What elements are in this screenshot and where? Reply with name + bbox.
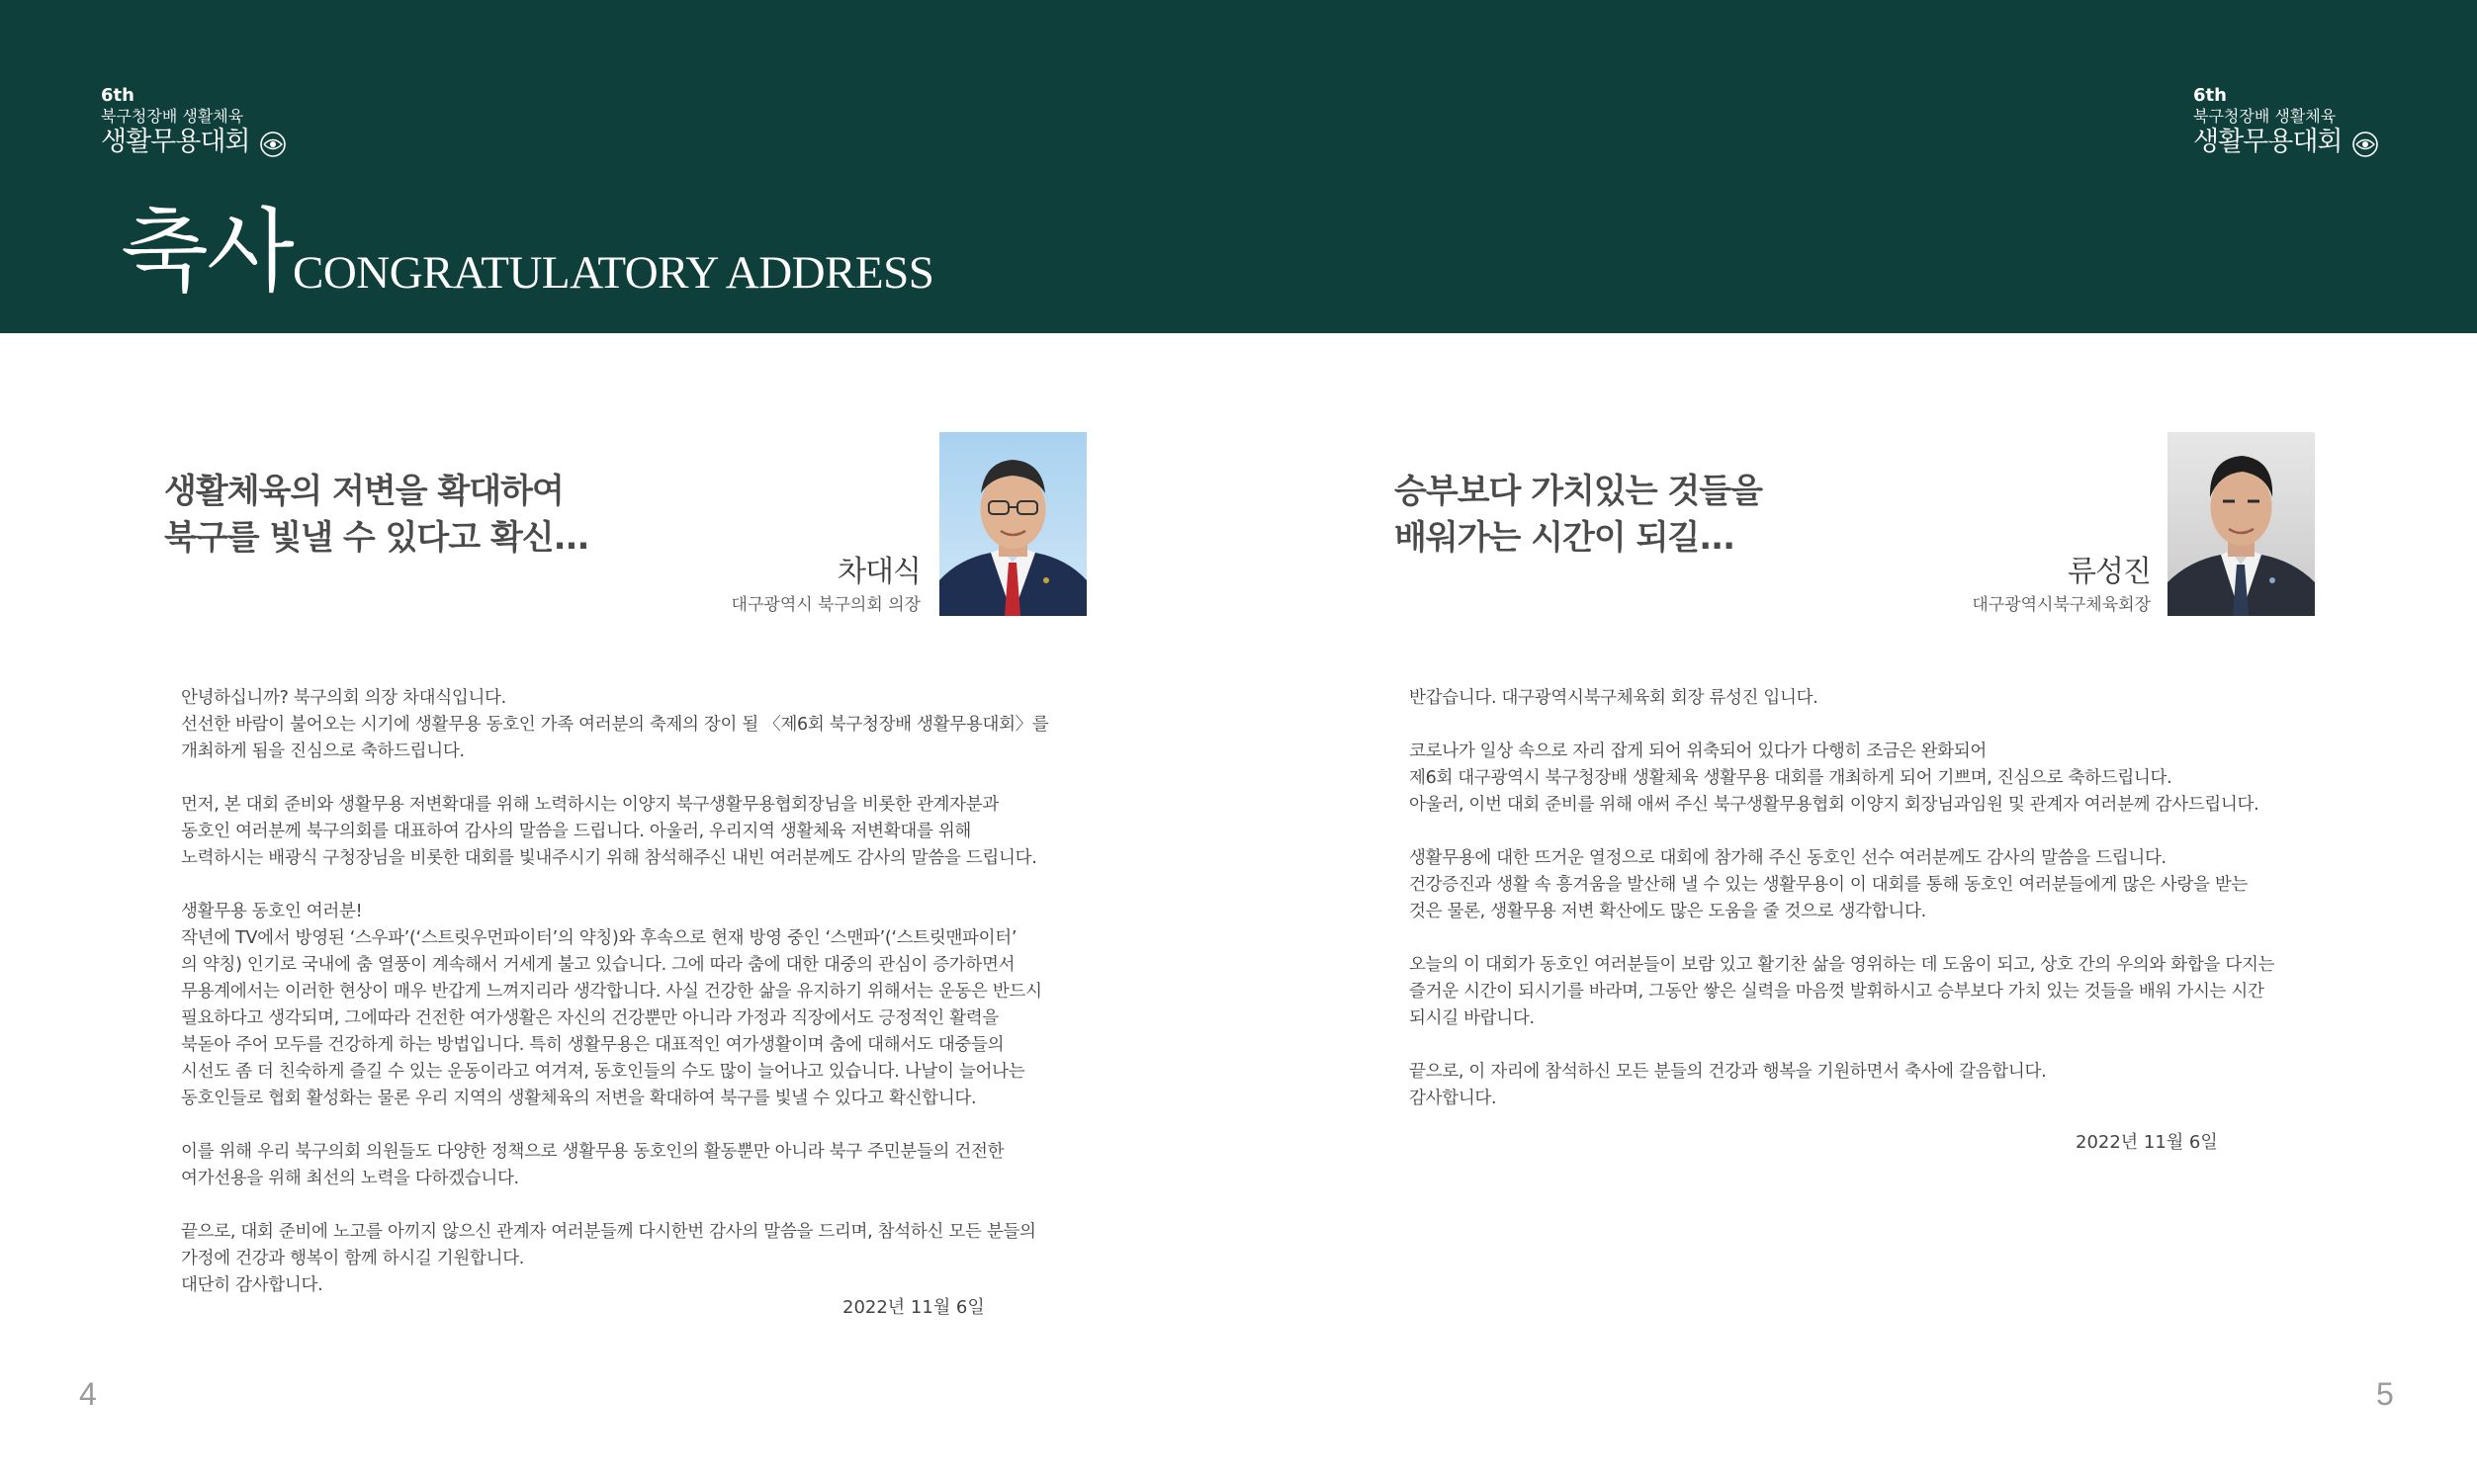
body-line: 안녕하십니까? 북구의회 의장 차대식입니다. [181, 688, 506, 708]
body-line: 코로나가 일상 속으로 자리 잡게 되어 위축되어 있다가 다행히 조금은 완화되어 [1409, 742, 1987, 761]
logo-edition: 6th [2193, 85, 2227, 106]
logo-subtitle: 북구청장배 생활체육 [2193, 107, 2337, 126]
right-headline [1394, 469, 1762, 562]
body-line: 대단히 감사합니다. [181, 1275, 323, 1295]
body-line: 선선한 바람이 불어오는 시기에 생활무용 동호인 가족 여러분의 축제의 장이 될 〈제6회 북구청장배 생활무용대회〉를 [181, 715, 1049, 735]
page-number: 5 [2376, 1376, 2394, 1412]
body-line: 여가선용을 위해 최선의 노력을 다하겠습니다. [181, 1169, 519, 1188]
body-line: 가정에 건강과 행복이 함께 하시길 기원합니다. [181, 1249, 525, 1268]
address-date: 2022년 11월 6일 [2076, 1132, 2218, 1153]
body-line: 되시길 바랍니다. [1409, 1008, 1535, 1028]
left-headline [164, 469, 588, 562]
body-line: 감사합니다. [1409, 1089, 1497, 1108]
body-line: 생활무용 동호인 여러분! [181, 902, 363, 921]
headline-line: 승부보다 가치있는 것들을 [1394, 472, 1762, 511]
body-line: 동호인들로 협회 활성화는 물론 우리 지역의 생활체육의 저변을 확대하여 북구를 빛낼 수 있다고 확신합니다. [181, 1089, 977, 1108]
body-line: 먼저, 본 대회 준비와 생활무용 저변확대를 위해 노력하시는 이양지 북구생활무용협회장님을 비롯한 관계자분과 [181, 795, 999, 815]
body-line: 무용계에서는 이러한 현상이 매우 반갑게 느껴지리라 생각합니다. 사실 건강한 삶을 유지하기 위해서는 운동은 반드시 [181, 982, 1042, 1002]
event-logo [101, 86, 288, 163]
body-line: 반갑습니다. 대구광역시북구체육회 회장 류성진 입니다. [1409, 688, 1818, 708]
speaker-name: 차대식 [838, 555, 921, 589]
address-date: 2022년 11월 6일 [842, 1297, 985, 1318]
speaker-portrait [939, 432, 1087, 616]
speaker-portrait [2167, 432, 2315, 616]
body-line: 것은 물론, 생활무용 저변 확산에도 많은 도움을 줄 것으로 생각합니다. [1409, 902, 1926, 921]
body-line: 오늘의 이 대회가 동호인 여러분들이 보람 있고 활기찬 삶을 영위하는 데 도움이 되고, 상호 간의 우의와 화합을 다지는 [1409, 955, 2275, 975]
speaker-name: 류성진 [2068, 555, 2151, 589]
speaker-role: 대구광역시 북구의회 의장 [731, 595, 921, 615]
body-line: 의 약칭) 인기로 국내에 춤 열풍이 계속해서 거세게 불고 있습니다. 그에 따라 춤에 대한 대중의 관심이 증가하면서 [181, 955, 1016, 975]
right-address-body [1409, 685, 2274, 1112]
body-line: 이를 위해 우리 북구의회 의원들도 다양한 정책으로 생활무용 동호인의 활동뿐만 아니라 북구 주민분들의 건전한 [181, 1142, 1005, 1162]
body-line: 작년에 TV에서 방영된 ‘스우파’(‘스트릿우먼파이터’의 약칭)와 후속으로 현재 방영 중인 ‘스맨파’(‘스트릿맨파이터’ [181, 928, 1017, 948]
logo-edition: 6th [101, 85, 134, 106]
swirl-emblem-icon [258, 130, 288, 163]
body-line: 개최하게 됨을 진심으로 축하드립니다. [181, 742, 465, 761]
body-line: 필요하다고 생각되며, 그에따라 건전한 여가생활은 자신의 건강뿐만 아니라 가정과 직장에서도 긍정적인 활력을 [181, 1008, 999, 1028]
body-line: 제6회 대구광역시 북구청장배 생활체육 생활무용 대회를 개최하게 되어 기쁘며, 진심으로 축하드립니다. [1409, 768, 2172, 788]
logo-title: 생활무용대회 [2193, 127, 2343, 157]
body-line: 즐거운 시간이 되시기를 바라며, 그동안 쌓은 실력을 마음껏 발휘하시고 승부보다 가치 있는 것들을 배워 가시는 시간 [1409, 982, 2264, 1002]
body-line: 끝으로, 대회 준비에 노고를 아끼지 않으신 관계자 여러분들께 다시한번 감사의 말씀을 드리며, 참석하신 모든 분들의 [181, 1222, 1036, 1242]
body-line: 생활무용에 대한 뜨거운 열정으로 대회에 참가해 주신 동호인 선수 여러분께도 감사의 말씀을 드립니다. [1409, 848, 2167, 868]
headline-line: 배워가는 시간이 되길... [1394, 518, 1735, 558]
body-line: 끝으로, 이 자리에 참석하신 모든 분들의 건강과 행복을 기원하면서 축사에 갈음합니다. [1409, 1062, 2047, 1082]
logo-subtitle: 북구청장배 생활체육 [101, 107, 244, 126]
header-banner [0, 0, 2477, 333]
page-title-korean: 축사 [121, 199, 293, 305]
headline-line: 생활체육의 저변을 확대하여 [164, 472, 564, 511]
left-address-body [181, 685, 1048, 1299]
body-line: 북돋아 주어 모두를 건강하게 하는 방법입니다. 특히 생활무용은 대표적인 여가생활이며 춤에 대해서도 대중들의 [181, 1035, 1005, 1055]
body-line: 노력하시는 배광식 구청장님을 비롯한 대회를 빛내주시기 위해 참석해주신 내빈 여러분께도 감사의 말씀을 드립니다. [181, 848, 1037, 868]
body-line: 건강증진과 생활 속 흥겨움을 발산해 낼 수 있는 생활무용이 이 대회를 통해 동호인 여러분들에게 많은 사랑을 받는 [1409, 875, 2249, 895]
body-line: 아울러, 이번 대회 준비를 위해 애써 주신 북구생활무용협회 이양지 회장님과임원 및 관계자 여러분께 감사드립니다. [1409, 795, 2259, 815]
logo-title: 생활무용대회 [101, 127, 250, 157]
speaker-role: 대구광역시북구체육회장 [1972, 595, 2151, 615]
swirl-emblem-icon [2350, 130, 2380, 163]
event-logo [2193, 86, 2380, 163]
page-number: 4 [79, 1376, 97, 1412]
page-title-english: CONGRATULATORY ADDRESS [293, 247, 934, 299]
body-line: 동호인 여러분께 북구의회를 대표하여 감사의 말씀을 드립니다. 아울러, 우리지역 생활체육 저변확대를 위해 [181, 822, 972, 841]
body-line: 시선도 좀 더 친숙하게 즐길 수 있는 운동이라고 여겨져, 동호인들의 수도 많이 늘어나고 있습니다. 나날이 늘어나는 [181, 1062, 1025, 1082]
headline-line: 북구를 빛낼 수 있다고 확신... [164, 518, 589, 558]
